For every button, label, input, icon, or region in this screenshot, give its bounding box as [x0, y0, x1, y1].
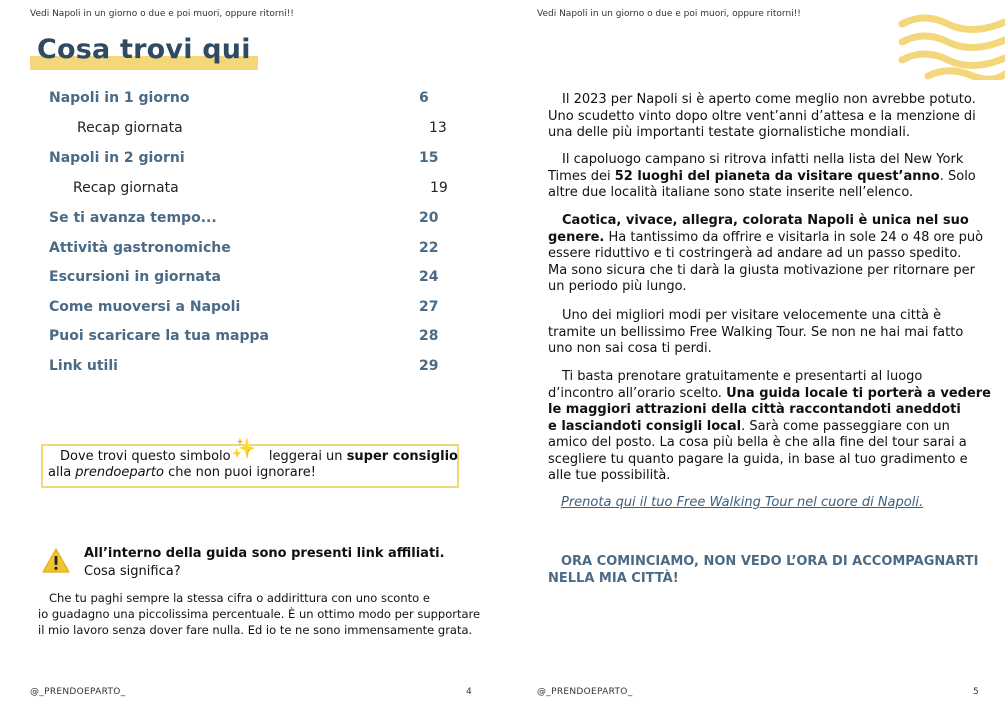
text-run: . Sarà come passeggiare con un: [741, 418, 950, 434]
toc-item-label: Link utili: [49, 358, 118, 374]
highlight: genere.: [548, 229, 605, 245]
paragraph: [548, 369, 991, 485]
paragraph-line: essere riduttivo e ti costringerà ad andare ad un passo spedito.: [548, 246, 962, 261]
toc-item-page: 29: [419, 358, 439, 374]
tip-line: [48, 465, 316, 481]
paragraph-line: scegliere tu quanto pagare la guida, in base al tuo gradimento e: [548, 451, 968, 467]
left-page: [0, 0, 502, 710]
cta-line: ORA COMINCIAMO, NON VEDO L’ORA DI ACCOMPAGNARTI: [561, 554, 979, 569]
tip-text: che non puoi ignorare!: [168, 465, 317, 480]
tip-brand: prendoeparto: [75, 465, 164, 480]
paragraph: [548, 92, 976, 142]
page-title: Cosa trovi qui: [37, 34, 251, 65]
right-page: [503, 0, 1005, 710]
paragraph-line: tramite un bellissimo Free Walking Tour. Se non ne hai mai fatto: [548, 324, 964, 340]
running-header: Vedi Napoli in un giorno o due e poi muori, oppure ritorni!!: [30, 9, 294, 19]
tip-text: Dove trovi questo simbolo: [60, 449, 231, 464]
sparkle-icon: ✨: [231, 436, 256, 460]
footer-handle: @_PRENDOEPARTO_: [30, 687, 126, 697]
paragraph-line: le maggiori attrazioni della città raccontandoti aneddoti: [548, 402, 961, 417]
toc-item-label: Recap giornata: [73, 180, 179, 196]
footer-handle: @_PRENDOEPARTO_: [537, 687, 633, 697]
affiliate-line: io guadagno una piccolissima percentuale. È un ottimo modo per supportare: [38, 607, 481, 621]
toc-item[interactable]: [49, 120, 449, 138]
paragraph-line: una delle più importanti testate giornalistiche mondiali.: [548, 125, 910, 140]
toc-item-page: 19: [430, 180, 448, 196]
toc-item-label: Come muoversi a Napoli: [49, 299, 241, 315]
running-header: Vedi Napoli in un giorno o due e poi muori, oppure ritorni!!: [537, 9, 801, 19]
highlight: e lasciandoti consigli local: [548, 418, 742, 434]
toc-item[interactable]: [49, 240, 449, 258]
toc-item[interactable]: [49, 180, 449, 198]
paragraph-line: altre due località italiane sono state inserite nell’elenco.: [548, 185, 914, 200]
tip-text: alla: [48, 465, 72, 480]
paragraph-line: [548, 229, 984, 247]
paragraph-line: alle tue possibilità.: [548, 468, 671, 483]
paragraph: [548, 152, 976, 202]
wave-decoration: [898, 14, 1005, 80]
toc-item-label: Recap giornata: [77, 120, 183, 136]
tip-text: leggerai un: [268, 449, 343, 464]
warning-icon: [42, 548, 70, 573]
toc-item-label: Puoi scaricare la tua mappa: [49, 328, 269, 344]
page-number: 4: [466, 687, 472, 697]
toc-item-page: 13: [429, 120, 447, 136]
paragraph-line: amico del posto. La cosa più bella è che alla fine del tour sarai a: [548, 435, 967, 450]
page-title-block: [30, 34, 251, 65]
toc-item[interactable]: [49, 299, 449, 317]
paragraph-line: [548, 385, 991, 403]
page-number: 5: [973, 687, 979, 697]
toc-item[interactable]: [49, 358, 449, 376]
paragraph-line: Uno dei migliori modi per visitare velocemente una città è: [562, 308, 942, 323]
toc-item-page: 20: [419, 210, 439, 226]
paragraph-line: Caotica, vivace, allegra, colorata Napoli è unica nel suo: [562, 213, 969, 228]
tip-box: [41, 436, 459, 488]
affiliate-body: [38, 590, 480, 638]
tip-highlight: super consiglio: [346, 449, 458, 464]
text-run: Ha tantissimo da offrire e visitarla in sole 24 o 48 ore può: [608, 229, 984, 245]
toc-item-label: Escursioni in giornata: [49, 269, 221, 285]
toc-item-page: 22: [419, 240, 439, 256]
toc-item[interactable]: [49, 269, 449, 287]
toc-item-label: Napoli in 2 giorni: [49, 150, 185, 166]
toc-item-label: Se ti avanza tempo...: [49, 210, 217, 226]
affiliate-title: All’interno della guida sono presenti link affiliati.: [84, 546, 445, 561]
highlight: 52 luoghi del pianeta da visitare quest’anno: [614, 168, 940, 184]
toc-item-label: Attività gastronomiche: [49, 240, 231, 256]
paragraph-line: Ma sono sicura che ti darà la giusta motivazione per ritornare per: [548, 262, 975, 278]
toc-item[interactable]: [49, 210, 449, 228]
walking-tour-link[interactable]: Prenota qui il tuo Free Walking Tour nel cuore di Napoli.: [561, 495, 924, 510]
toc-item[interactable]: [49, 90, 449, 108]
paragraph: [548, 213, 984, 296]
paragraph-line: [548, 419, 968, 436]
toc-item-page: 15: [419, 150, 439, 166]
toc-item-page: 27: [419, 299, 439, 315]
paragraph-line: uno non sai cosa ti perdi.: [548, 341, 712, 356]
paragraph-line: Il capoluogo campano si ritrova infatti nella lista del New York: [562, 152, 964, 167]
paragraph-line: Ti basta prenotare gratuitamente e presentarti al luogo: [562, 369, 923, 384]
text-run: d’incontro all’orario scelto.: [548, 385, 722, 401]
closing-call-to-action: [548, 554, 978, 587]
toc-item[interactable]: [49, 150, 449, 168]
affiliate-line: Che tu paghi sempre la stessa cifra o addirittura con uno sconto e: [49, 591, 430, 605]
affiliate-subtitle: Cosa significa?: [84, 564, 181, 579]
toc-item[interactable]: [49, 328, 449, 346]
paragraph-line: Uno scudetto vinto dopo oltre vent’anni d’attesa e la menzione di: [548, 108, 976, 124]
toc-item-page: 24: [419, 269, 439, 285]
toc-item-label: Napoli in 1 giorno: [49, 90, 190, 106]
toc-item-page: 28: [419, 328, 439, 344]
text-run: . Solo: [939, 168, 976, 184]
paragraph-line: [548, 168, 976, 186]
highlight: Una guida locale ti porterà a vedere: [726, 385, 991, 401]
cta-line: NELLA MIA CITTÀ!: [548, 570, 679, 586]
toc-item-page: 6: [419, 90, 429, 106]
paragraph-line: Il 2023 per Napoli si è aperto come meglio non avrebbe potuto.: [562, 92, 976, 107]
text-run: Times dei: [548, 168, 611, 184]
paragraph: [548, 308, 968, 358]
tip-line: [60, 449, 458, 465]
paragraph-line: un periodo più lungo.: [548, 279, 687, 294]
affiliate-line: il mio lavoro senza dover fare nulla. Ed io te ne sono immensamente grata.: [38, 623, 473, 637]
